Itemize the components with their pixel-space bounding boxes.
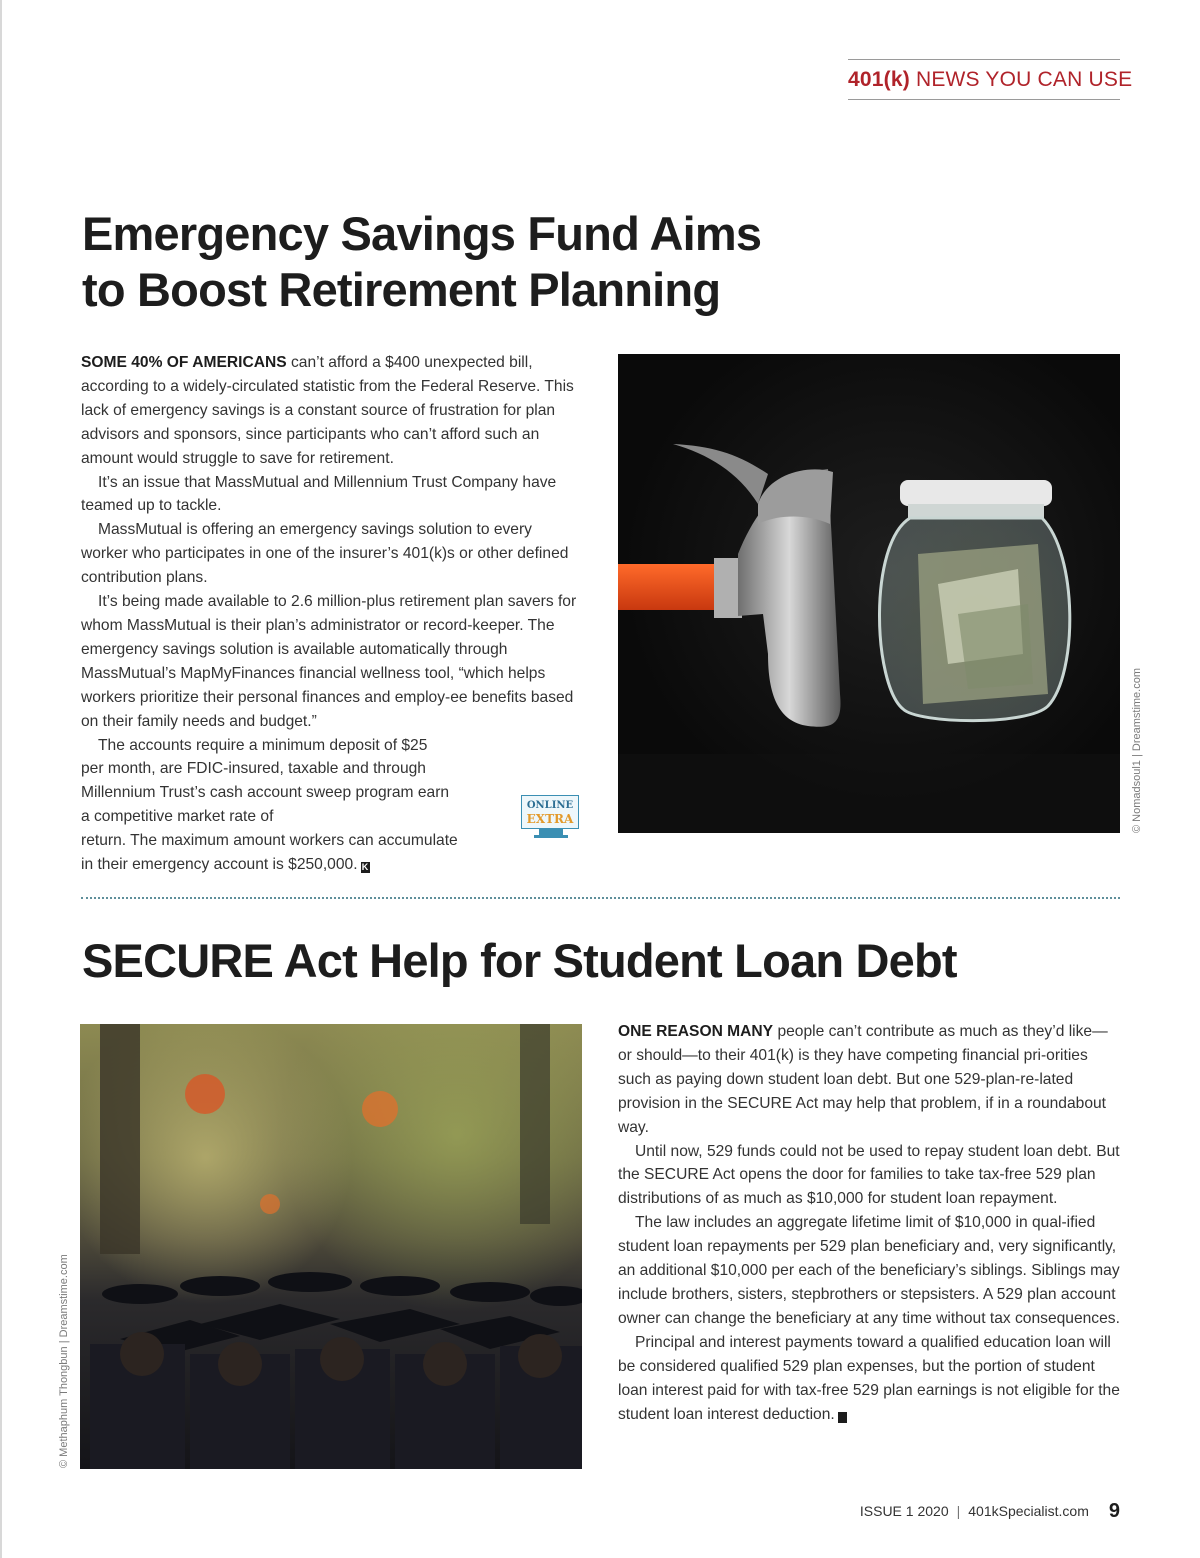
badge-label-extra: EXTRA xyxy=(526,812,574,826)
article2-body xyxy=(618,1020,1120,1426)
hammer-jar-illustration xyxy=(618,354,1120,833)
article1-headline-line1: Emergency Savings Fund Aims xyxy=(82,207,762,260)
article2-lead-in: ONE REASON MANY xyxy=(618,1023,774,1040)
graduates-illustration xyxy=(80,1024,582,1469)
article1-p5-text-b: return. The maximum amount workers can accumulate xyxy=(81,832,458,850)
article2-paragraph xyxy=(618,1020,1120,1140)
dotted-divider xyxy=(81,897,1120,899)
online-extra-badge[interactable] xyxy=(521,795,581,843)
photo-credit-1: © Nomadsoul1 | Dreamstime.com xyxy=(1131,667,1143,833)
article1-headline-line2: to Boost Retirement Planning xyxy=(82,263,721,316)
section-title: NEWS YOU CAN USE xyxy=(915,68,1133,91)
article1-p1-text: can’t afford a $400 unexpected bill, according to a widely-circulated statistic from the Federal Reserve. This lack of emergency savings is a constant source of frustration for plan advisors and sponsors, since participants who can’t afford such an amount would struggle to save for retirement. xyxy=(81,354,574,467)
page-edge-rule xyxy=(0,0,2,1558)
end-mark-icon: K xyxy=(838,1412,847,1423)
section-label xyxy=(848,66,1133,94)
article1-p5-text-c: in their emergency account is $250,000. xyxy=(81,856,358,874)
monitor-icon xyxy=(521,795,579,829)
page-number: 9 xyxy=(1108,1500,1120,1522)
article2-headline: SECURE Act Help for Student Loan Debt xyxy=(82,934,957,987)
footer-separator: | xyxy=(956,1503,961,1519)
article1-body xyxy=(81,351,581,877)
article2-paragraph: Until now, 529 funds could not be used to repay student loan debt. But the SECURE Act opens the door for families to take tax-free 529 plan distributions of as much as $10,000 for student loan repayment. xyxy=(618,1142,1120,1208)
article1-paragraph: It’s an issue that MassMutual and Millennium Trust Company have teamed up to tackle. xyxy=(81,473,557,515)
graduation-ceremony-photo xyxy=(80,1024,582,1469)
article1-paragraph xyxy=(81,734,453,830)
article1-paragraph-cont xyxy=(81,829,581,853)
hammer-collar xyxy=(714,558,742,618)
article1-p5-text: The accounts require a minimum deposit of $25 per month, are FDIC-insured, taxable and through Millennium Trust’s cash account sweep program earn a competitive market rate of xyxy=(81,736,450,826)
site-link[interactable]: 401kSpecialist.com xyxy=(968,1503,1089,1519)
badge-label-online: ONLINE xyxy=(526,800,574,811)
article1-paragraph xyxy=(81,351,581,471)
header-bottom-rule xyxy=(848,99,1120,100)
header-top-rule xyxy=(848,59,1120,60)
issue-label: ISSUE 1 2020 xyxy=(859,1503,949,1519)
hammer-and-money-jar-photo xyxy=(618,354,1120,833)
hammer-handle xyxy=(618,564,728,610)
section-header xyxy=(848,59,1133,100)
section-kicker: 401(k) xyxy=(848,68,910,91)
article1-paragraph: It’s being made available to 2.6 million-plus retirement plan savers for whom MassMutual is their plan’s administrator or record-keeper. The emergency savings solution is available automatically through MassMutual’s MapMyFinances financial wellness tool, “which helps workers prioritize their personal finances and employ-ee benefits based on their family needs and budget.” xyxy=(81,593,577,730)
end-mark-icon: K xyxy=(361,862,369,873)
article1-paragraph: MassMutual is offering an emergency savings solution to every worker who participates in one of the insurer’s 401(k)s or other defined contribution plans. xyxy=(81,521,569,587)
article2-paragraph xyxy=(618,1331,1120,1427)
monitor-base xyxy=(534,835,568,838)
article1-lead-in: SOME 40% OF AMERICANS xyxy=(81,354,287,371)
article1-paragraph-end xyxy=(81,853,581,877)
article1-headline xyxy=(82,206,842,318)
hammer-claw xyxy=(673,444,768,504)
article2-paragraph: The law includes an aggregate lifetime limit of $10,000 in qual-ified student loan repayments per 529 plan beneficiary and, very significantly, an additional $10,000 per each of the beneficiary’s siblings. Siblings may include brothers, sisters, stepbrothers or stepsisters. A 529 plan account owner can change the beneficiary at any time without tax consequences. xyxy=(618,1214,1120,1327)
article2-p1-text: people can’t contribute as much as they’d like—or should—to their 401(k) is they have competing financial pri-orities such as paying down student loan debt. But one 529-plan-re-lated provision in the SECURE Act may help that problem, if in a roundabout way. xyxy=(618,1023,1108,1136)
page-footer xyxy=(860,1500,1120,1523)
jar-lid xyxy=(900,480,1052,506)
article2-p4-text: Principal and interest payments toward a qualified education loan will be considered qualified 529 plan expenses, but the portion of student loan interest paid for with tax-free 529 plan earnings is not eligible for the student loan interest deduction. xyxy=(618,1333,1120,1423)
photo-credit-2: © Methaphum Thongbun | Dreamstime.com xyxy=(58,1254,70,1468)
